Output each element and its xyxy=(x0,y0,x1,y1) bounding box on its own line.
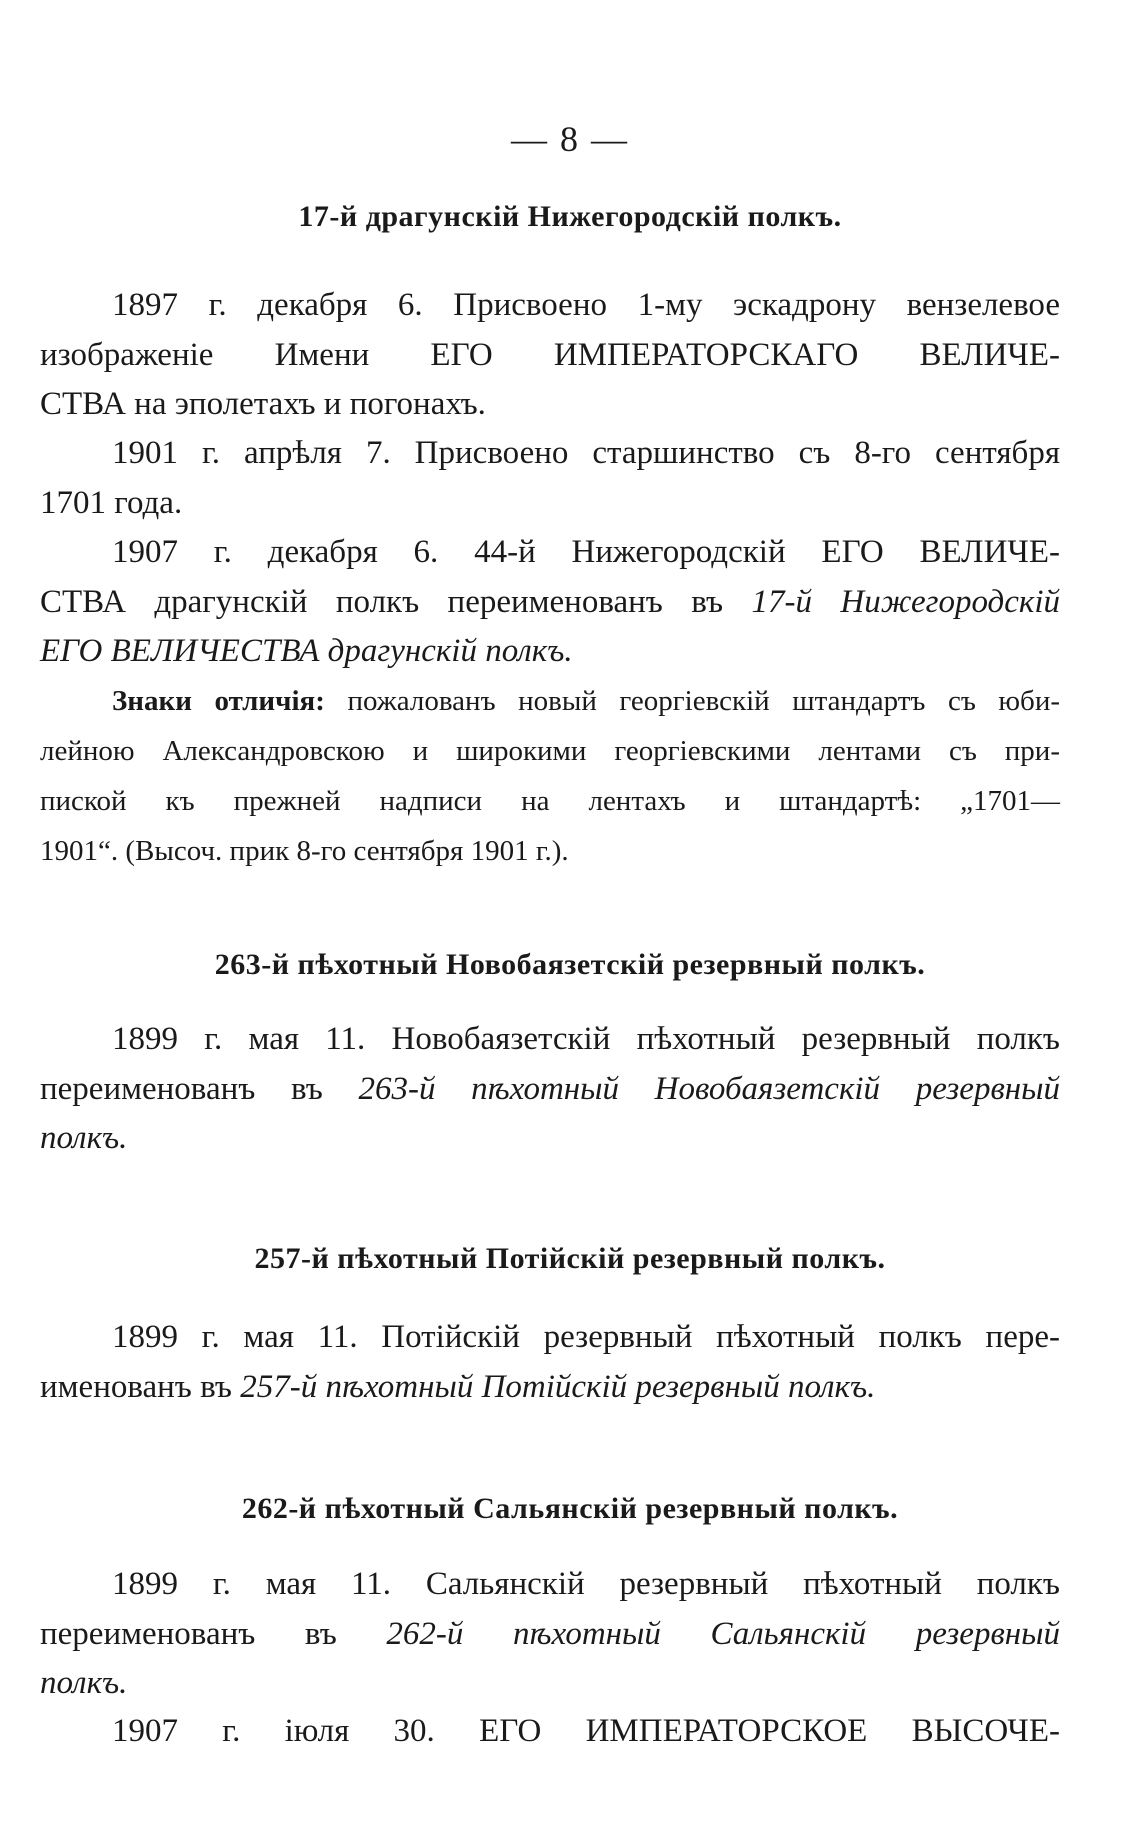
text-line: пиской къ прежней надписи на лентахъ и штандартѣ: „1701— xyxy=(40,785,1060,817)
text-line xyxy=(40,676,1060,726)
text-line: 1701 года. xyxy=(40,484,183,521)
paragraph-1901 xyxy=(40,429,1060,528)
section-heading-17-dragoon: 17-й драгунскій Нижегородскій полкъ. xyxy=(298,200,842,233)
text-line: 1899 г. мая 11. Потійскій резервный пѣхотный полкъ пере- xyxy=(112,1319,1060,1355)
text-fragment: пожалованъ новый георгіевскій штандартъ съ юби- xyxy=(347,685,1060,717)
text-line xyxy=(40,1065,1060,1115)
paragraph-1899-novobayazet xyxy=(40,1015,1060,1164)
italic-text-line: ЕГО ВЕЛИЧЕСТВА драгунскій полкъ. xyxy=(40,633,573,669)
paragraph-1899-salyan xyxy=(40,1560,1060,1709)
text-line xyxy=(40,1610,1060,1660)
italic-text-line: полкъ. xyxy=(40,1120,128,1156)
italic-text-fragment: 262-й пѣхотный Сальянскій резервный xyxy=(386,1615,1060,1652)
paragraph-1907-imperial xyxy=(40,1707,1060,1757)
text-line: 1899 г. мая 11. Сальянскій резервный пѣхотный полкъ xyxy=(112,1566,1060,1602)
text-line: 1899 г. мая 11. Новобаязетскій пѣхотный резервный полкъ xyxy=(112,1021,1060,1057)
section-heading-257-infantry: 257-й пѣхотный Потійскій резервный полкъ. xyxy=(254,1242,886,1275)
section-heading-262-infantry: 262-й пѣхотный Сальянскій резервный полкъ. xyxy=(241,1492,899,1525)
text-line: 1907 г. декабря 6. 44-й Нижегородскій ЕГО ВЕЛИЧЕ- xyxy=(112,534,1060,570)
paragraph-1907-rename xyxy=(40,528,1060,677)
text-fragment: переименованъ въ xyxy=(40,1615,337,1652)
paragraph-1897 xyxy=(40,281,1060,430)
text-line: лейною Александровскою и широкими георгіевскими лентами съ при- xyxy=(40,735,1060,767)
text-line: 1901“. (Высоч. прик 8-го сентября 1901 г.). xyxy=(40,835,569,867)
text-line: изображеніе Имени ЕГО ИМПЕРАТОРСКАГО ВЕЛИЧЕ- xyxy=(40,336,1060,373)
text-fragment: именованъ въ xyxy=(40,1368,232,1405)
text-line xyxy=(40,1363,1060,1413)
text-fragment: СТВА драгунскій полкъ переименованъ въ xyxy=(40,583,724,620)
italic-text-line: полкъ. xyxy=(40,1665,128,1701)
section-heading-263-infantry: 263-й пѣхотный Новобаязетскій резервный полкъ. xyxy=(214,948,926,981)
text-line xyxy=(40,578,1060,628)
italic-text-fragment: 17-й Нижегородскій xyxy=(751,583,1061,620)
bold-label: Знаки отличія: xyxy=(112,685,325,717)
text-line: 1897 г. декабря 6. Присвоено 1-му эскадрону вензелевое xyxy=(112,287,1060,323)
text-fragment: переименованъ въ xyxy=(40,1070,323,1107)
italic-text-fragment: 263-й пѣхотный Новобаязетскій резервный xyxy=(358,1070,1060,1107)
text-line: СТВА на эполетахъ и погонахъ. xyxy=(40,386,486,422)
text-line: 1907 г. іюля 30. ЕГО ИМПЕРАТОРСКОЕ ВЫСОЧЕ- xyxy=(112,1713,1060,1749)
paragraph-distinctions xyxy=(40,676,1060,876)
text-line: 1901 г. апрѣля 7. Присвоено старшинство съ 8-го сентября xyxy=(112,435,1060,471)
paragraph-1899-poti xyxy=(40,1313,1060,1412)
italic-text-fragment: 257-й пѣхотный Потійскій резервный полкъ. xyxy=(240,1368,876,1405)
page-number: — 8 — xyxy=(511,119,629,159)
